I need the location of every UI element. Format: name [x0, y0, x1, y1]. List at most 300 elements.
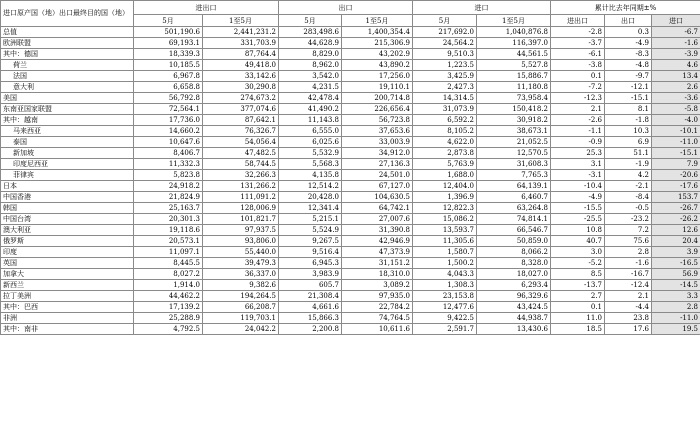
cell-value: 64,139.1: [477, 181, 551, 192]
row-label: 澳大利亚: [1, 225, 134, 236]
cell-value: -1.9: [605, 159, 652, 170]
cell-value: 11,097.1: [134, 247, 203, 258]
row-label: 欧洲联盟: [1, 38, 134, 49]
cell-value: 33,142.6: [203, 71, 279, 82]
cell-value: 8,445.5: [134, 258, 203, 269]
row-label: 美国: [1, 93, 134, 104]
cell-value: 14,314.5: [413, 93, 477, 104]
cell-value: 8,829.0: [279, 49, 342, 60]
cell-value: -3.6: [652, 93, 700, 104]
cell-value: 4,792.5: [134, 324, 203, 335]
cell-value: 72,564.1: [134, 104, 203, 115]
row-label: 荷兰: [1, 60, 134, 71]
cell-value: 2.1: [605, 291, 652, 302]
table-row: [1, 71, 700, 82]
cell-value: -5.2: [551, 258, 605, 269]
cell-value: 73,958.4: [477, 93, 551, 104]
cell-value: 11,143.8: [279, 115, 342, 126]
subheader: 5月: [279, 15, 342, 27]
cell-value: 1,396.9: [413, 192, 477, 203]
cell-value: 87,642.1: [203, 115, 279, 126]
table-row: [1, 258, 700, 269]
cell-value: 17.6: [605, 324, 652, 335]
cell-value: 9,422.5: [413, 313, 477, 324]
cell-value: 2.8: [605, 247, 652, 258]
cell-value: 31,390.8: [342, 225, 413, 236]
row-label: 新加坡: [1, 148, 134, 159]
cell-value: 50,859.0: [477, 236, 551, 247]
cell-value: 25.3: [551, 148, 605, 159]
cell-value: -1.6: [652, 38, 700, 49]
table-row: [1, 225, 700, 236]
cell-value: 76,326.7: [203, 126, 279, 137]
cell-value: 74,814.1: [477, 214, 551, 225]
cell-value: 4,661.6: [279, 302, 342, 313]
cell-value: 116,397.0: [477, 38, 551, 49]
cell-value: 9,516.4: [279, 247, 342, 258]
cell-value: -11.0: [652, 313, 700, 324]
cell-value: 4.6: [652, 60, 700, 71]
cell-value: -4.0: [652, 115, 700, 126]
cell-value: 21,308.4: [279, 291, 342, 302]
cell-value: -0.9: [551, 137, 605, 148]
cell-value: 51.1: [605, 148, 652, 159]
table-row: [1, 159, 700, 170]
cell-value: 66,208.7: [203, 302, 279, 313]
cell-value: -23.2: [605, 214, 652, 225]
cell-value: 13,593.7: [413, 225, 477, 236]
cell-value: 75.6: [605, 236, 652, 247]
cell-value: 1,040,876.8: [477, 27, 551, 38]
cell-value: 150,418.2: [477, 104, 551, 115]
cell-value: 20,573.1: [134, 236, 203, 247]
cell-value: 54,056.4: [203, 137, 279, 148]
cell-value: 0.1: [551, 302, 605, 313]
cell-value: 2.6: [652, 82, 700, 93]
cell-value: 42,478.4: [279, 93, 342, 104]
cell-value: 274,673.2: [203, 93, 279, 104]
cell-value: 3,425.9: [413, 71, 477, 82]
cell-value: 11,180.8: [477, 82, 551, 93]
cell-value: 17,736.0: [134, 115, 203, 126]
cell-value: -9.7: [605, 71, 652, 82]
cell-value: 4.2: [605, 170, 652, 181]
row-label: 其中：巴西: [1, 302, 134, 313]
cell-value: 153.7: [652, 192, 700, 203]
cell-value: 8,027.2: [134, 269, 203, 280]
cell-value: 12,570.5: [477, 148, 551, 159]
subheader: 1至5月: [342, 15, 413, 27]
cell-value: -3.7: [551, 38, 605, 49]
cell-value: 38,673.1: [477, 126, 551, 137]
cell-value: 8,962.0: [279, 60, 342, 71]
cell-value: 131,266.2: [203, 181, 279, 192]
row-label: 拉丁美洲: [1, 291, 134, 302]
table-row: [1, 291, 700, 302]
subheader: 出口: [605, 15, 652, 27]
cell-value: -12.4: [605, 280, 652, 291]
cell-value: 119,703.1: [203, 313, 279, 324]
cell-value: 15,866.3: [279, 313, 342, 324]
cell-value: 2,873.8: [413, 148, 477, 159]
row-label: 印度: [1, 247, 134, 258]
row-label: 总值: [1, 27, 134, 38]
cell-value: -4.9: [551, 192, 605, 203]
table-row: [1, 203, 700, 214]
cell-value: 15,886.7: [477, 71, 551, 82]
row-label: 俄罗斯: [1, 236, 134, 247]
cell-value: 24,042.2: [203, 324, 279, 335]
cell-value: 10.8: [551, 225, 605, 236]
cell-value: 21,052.5: [477, 137, 551, 148]
subheader: 1至5月: [203, 15, 279, 27]
cell-value: 6,658.8: [134, 82, 203, 93]
cell-value: 7,765.3: [477, 170, 551, 181]
cell-value: -1.1: [551, 126, 605, 137]
cell-value: -4.9: [605, 38, 652, 49]
cell-value: 10,185.5: [134, 60, 203, 71]
table-body: [1, 27, 700, 335]
cell-value: 8,328.0: [477, 258, 551, 269]
cell-value: 128,006.9: [203, 203, 279, 214]
cell-value: -16.7: [605, 269, 652, 280]
cell-value: 8.5: [551, 269, 605, 280]
row-label: 非洲: [1, 313, 134, 324]
cell-value: 25,163.7: [134, 203, 203, 214]
cell-value: 13.4: [652, 71, 700, 82]
cell-value: -15.1: [652, 148, 700, 159]
cell-value: 12.6: [652, 225, 700, 236]
cell-value: 10.3: [605, 126, 652, 137]
cell-value: 66,546.7: [477, 225, 551, 236]
cell-value: 4,622.0: [413, 137, 477, 148]
cell-value: -3.9: [652, 49, 700, 60]
table-row: [1, 115, 700, 126]
table-row: [1, 137, 700, 148]
cell-value: 67,127.0: [342, 181, 413, 192]
cell-value: 44,462.2: [134, 291, 203, 302]
cell-value: 5,527.8: [477, 60, 551, 71]
cell-value: 63,264.8: [477, 203, 551, 214]
cell-value: 2.1: [551, 104, 605, 115]
cell-value: 56,792.8: [134, 93, 203, 104]
group-header-yoy: 累计比去年同期±%: [551, 1, 700, 15]
cell-value: 6,592.2: [413, 115, 477, 126]
cell-value: 11,305.6: [413, 236, 477, 247]
cell-value: 5,215.1: [279, 214, 342, 225]
row-label: 其中：德国: [1, 49, 134, 60]
cell-value: -15.1: [605, 93, 652, 104]
cell-value: 69,193.1: [134, 38, 203, 49]
cell-value: -20.6: [652, 170, 700, 181]
row-label: 中国香港: [1, 192, 134, 203]
cell-value: 13,430.6: [477, 324, 551, 335]
cell-value: 5,524.9: [279, 225, 342, 236]
cell-value: 8,406.7: [134, 148, 203, 159]
cell-value: 18,027.0: [477, 269, 551, 280]
cell-value: 36,337.0: [203, 269, 279, 280]
cell-value: 24,564.2: [413, 38, 477, 49]
cell-value: 44,938.7: [477, 313, 551, 324]
corner-header: 进口原产国（地）出口最终目的国（地）: [1, 1, 134, 27]
cell-value: 6,460.7: [477, 192, 551, 203]
cell-value: 39,479.3: [203, 258, 279, 269]
cell-value: 56,723.8: [342, 115, 413, 126]
cell-value: 97,937.5: [203, 225, 279, 236]
cell-value: 5,763.9: [413, 159, 477, 170]
cell-value: 31,073.9: [413, 104, 477, 115]
cell-value: 1,500.2: [413, 258, 477, 269]
table-row: [1, 27, 700, 38]
cell-value: 93,806.0: [203, 236, 279, 247]
row-label: 其中：越南: [1, 115, 134, 126]
cell-value: 12,477.6: [413, 302, 477, 313]
cell-value: -2.8: [551, 27, 605, 38]
cell-value: 215,306.9: [342, 38, 413, 49]
cell-value: 6,967.8: [134, 71, 203, 82]
cell-value: 8,066.2: [477, 247, 551, 258]
cell-value: 3.9: [652, 247, 700, 258]
cell-value: 7.9: [652, 159, 700, 170]
cell-value: -12.3: [551, 93, 605, 104]
cell-value: 8.1: [605, 104, 652, 115]
cell-value: 4,043.3: [413, 269, 477, 280]
cell-value: 2,591.7: [413, 324, 477, 335]
cell-value: 9,382.6: [203, 280, 279, 291]
cell-value: 20,428.0: [279, 192, 342, 203]
subheader: 5月: [413, 15, 477, 27]
cell-value: 11,332.3: [134, 159, 203, 170]
cell-value: 42,946.9: [342, 236, 413, 247]
cell-value: 2,441,231.2: [203, 27, 279, 38]
row-label: 泰国: [1, 137, 134, 148]
cell-value: 3,542.0: [279, 71, 342, 82]
table-row: [1, 280, 700, 291]
cell-value: 12,514.2: [279, 181, 342, 192]
cell-value: -11.0: [652, 137, 700, 148]
cell-value: 217,692.0: [413, 27, 477, 38]
cell-value: 37,653.6: [342, 126, 413, 137]
group-header-export: 出口: [279, 1, 413, 15]
row-label: 东南亚国家联盟: [1, 104, 134, 115]
subheader: 5月: [134, 15, 203, 27]
row-label: 中国台湾: [1, 214, 134, 225]
cell-value: -3.1: [551, 170, 605, 181]
cell-value: -13.7: [551, 280, 605, 291]
table-row: [1, 38, 700, 49]
cell-value: 6,293.4: [477, 280, 551, 291]
cell-value: 3.0: [551, 247, 605, 258]
cell-value: 97,935.0: [342, 291, 413, 302]
table-row: [1, 93, 700, 104]
cell-value: -4.8: [605, 60, 652, 71]
row-label: 法国: [1, 71, 134, 82]
cell-value: 34,912.0: [342, 148, 413, 159]
table-row: [1, 181, 700, 192]
cell-value: -6.7: [652, 27, 700, 38]
cell-value: 21,824.9: [134, 192, 203, 203]
cell-value: -0.5: [605, 203, 652, 214]
cell-value: 6,025.6: [279, 137, 342, 148]
row-label: 韩国: [1, 203, 134, 214]
row-label: 印度尼西亚: [1, 159, 134, 170]
cell-value: 1,400,354.4: [342, 27, 413, 38]
cell-value: 33,003.9: [342, 137, 413, 148]
cell-value: 14,660.2: [134, 126, 203, 137]
cell-value: -8.4: [605, 192, 652, 203]
cell-value: 55,440.0: [203, 247, 279, 258]
cell-value: 6,945.3: [279, 258, 342, 269]
cell-value: 6.9: [605, 137, 652, 148]
table-row: [1, 148, 700, 159]
row-label: 英国: [1, 258, 134, 269]
cell-value: -17.6: [652, 181, 700, 192]
row-label: 马来西亚: [1, 126, 134, 137]
cell-value: 3.1: [551, 159, 605, 170]
cell-value: 331,703.9: [203, 38, 279, 49]
cell-value: 31,151.2: [342, 258, 413, 269]
cell-value: -2.1: [605, 181, 652, 192]
cell-value: -1.8: [605, 115, 652, 126]
cell-value: 377,074.6: [203, 104, 279, 115]
cell-value: 9,510.3: [413, 49, 477, 60]
cell-value: -15.5: [551, 203, 605, 214]
cell-value: -7.2: [551, 82, 605, 93]
cell-value: 1,580.7: [413, 247, 477, 258]
table-row: [1, 49, 700, 60]
cell-value: 8,105.2: [413, 126, 477, 137]
cell-value: 47,373.9: [342, 247, 413, 258]
cell-value: 2,427.3: [413, 82, 477, 93]
cell-value: 43,202.9: [342, 49, 413, 60]
cell-value: 96,329.6: [477, 291, 551, 302]
cell-value: 0.3: [605, 27, 652, 38]
cell-value: 44,561.5: [477, 49, 551, 60]
cell-value: -25.5: [551, 214, 605, 225]
cell-value: -3.8: [551, 60, 605, 71]
cell-value: 4,231.5: [279, 82, 342, 93]
cell-value: 2.7: [551, 291, 605, 302]
cell-value: 47,482.5: [203, 148, 279, 159]
cell-value: 20,301.3: [134, 214, 203, 225]
cell-value: -6.1: [551, 49, 605, 60]
cell-value: 74,764.5: [342, 313, 413, 324]
cell-value: 32,266.3: [203, 170, 279, 181]
cell-value: 22,784.2: [342, 302, 413, 313]
cell-value: -10.1: [652, 126, 700, 137]
cell-value: 5,532.9: [279, 148, 342, 159]
cell-value: 226,656.4: [342, 104, 413, 115]
cell-value: 87,764.4: [203, 49, 279, 60]
row-label: 其中：南非: [1, 324, 134, 335]
cell-value: 43,424.5: [477, 302, 551, 313]
cell-value: 58,744.5: [203, 159, 279, 170]
group-header-total: 进出口: [134, 1, 279, 15]
row-label: 菲律宾: [1, 170, 134, 181]
cell-value: 1,688.0: [413, 170, 477, 181]
cell-value: 41,490.2: [279, 104, 342, 115]
cell-value: 10,647.6: [134, 137, 203, 148]
cell-value: 20.4: [652, 236, 700, 247]
cell-value: -2.6: [551, 115, 605, 126]
cell-value: 25,288.9: [134, 313, 203, 324]
table-row: [1, 82, 700, 93]
cell-value: 3,089.2: [342, 280, 413, 291]
cell-value: 501,190.6: [134, 27, 203, 38]
table-row: [1, 313, 700, 324]
row-label: 新西兰: [1, 280, 134, 291]
cell-value: -26.2: [652, 214, 700, 225]
table-row: [1, 236, 700, 247]
cell-value: 18,310.0: [342, 269, 413, 280]
cell-value: 23.8: [605, 313, 652, 324]
cell-value: 27,136.3: [342, 159, 413, 170]
cell-value: 15,086.2: [413, 214, 477, 225]
cell-value: 1,914.0: [134, 280, 203, 291]
cell-value: 17,256.0: [342, 71, 413, 82]
cell-value: -4.4: [605, 302, 652, 313]
cell-value: 200,714.8: [342, 93, 413, 104]
cell-value: 43,890.2: [342, 60, 413, 71]
cell-value: 12,822.3: [413, 203, 477, 214]
cell-value: 11.0: [551, 313, 605, 324]
cell-value: 111,091.2: [203, 192, 279, 203]
cell-value: 18,339.3: [134, 49, 203, 60]
cell-value: 0.1: [551, 71, 605, 82]
subheader: 1至5月: [477, 15, 551, 27]
cell-value: 194,264.5: [203, 291, 279, 302]
cell-value: 19.5: [652, 324, 700, 335]
subheader: 进出口: [551, 15, 605, 27]
cell-value: -8.3: [605, 49, 652, 60]
cell-value: 44,628.9: [279, 38, 342, 49]
cell-value: 283,498.6: [279, 27, 342, 38]
cell-value: -1.6: [605, 258, 652, 269]
cell-value: 4,135.8: [279, 170, 342, 181]
cell-value: 19,118.6: [134, 225, 203, 236]
cell-value: -5.8: [652, 104, 700, 115]
row-label: 日本: [1, 181, 134, 192]
cell-value: 27,007.6: [342, 214, 413, 225]
subheader: 进口: [652, 15, 700, 27]
table-row: [1, 104, 700, 115]
cell-value: 64,742.1: [342, 203, 413, 214]
cell-value: 49,418.0: [203, 60, 279, 71]
cell-value: 605.7: [279, 280, 342, 291]
cell-value: 23,153.8: [413, 291, 477, 302]
cell-value: 12,341.4: [279, 203, 342, 214]
table-row: [1, 269, 700, 280]
cell-value: 30,290.8: [203, 82, 279, 93]
cell-value: 1,308.3: [413, 280, 477, 291]
cell-value: 3.3: [652, 291, 700, 302]
row-label: 意大利: [1, 82, 134, 93]
cell-value: 56.9: [652, 269, 700, 280]
cell-value: -10.4: [551, 181, 605, 192]
cell-value: 17,139.2: [134, 302, 203, 313]
cell-value: 3,983.9: [279, 269, 342, 280]
table-row: [1, 192, 700, 203]
cell-value: 10,611.6: [342, 324, 413, 335]
cell-value: 7.2: [605, 225, 652, 236]
cell-value: 101,821.7: [203, 214, 279, 225]
cell-value: 6,555.0: [279, 126, 342, 137]
cell-value: -16.5: [652, 258, 700, 269]
cell-value: 5,568.3: [279, 159, 342, 170]
cell-value: 30,918.2: [477, 115, 551, 126]
cell-value: 24,501.0: [342, 170, 413, 181]
table-row: [1, 60, 700, 71]
